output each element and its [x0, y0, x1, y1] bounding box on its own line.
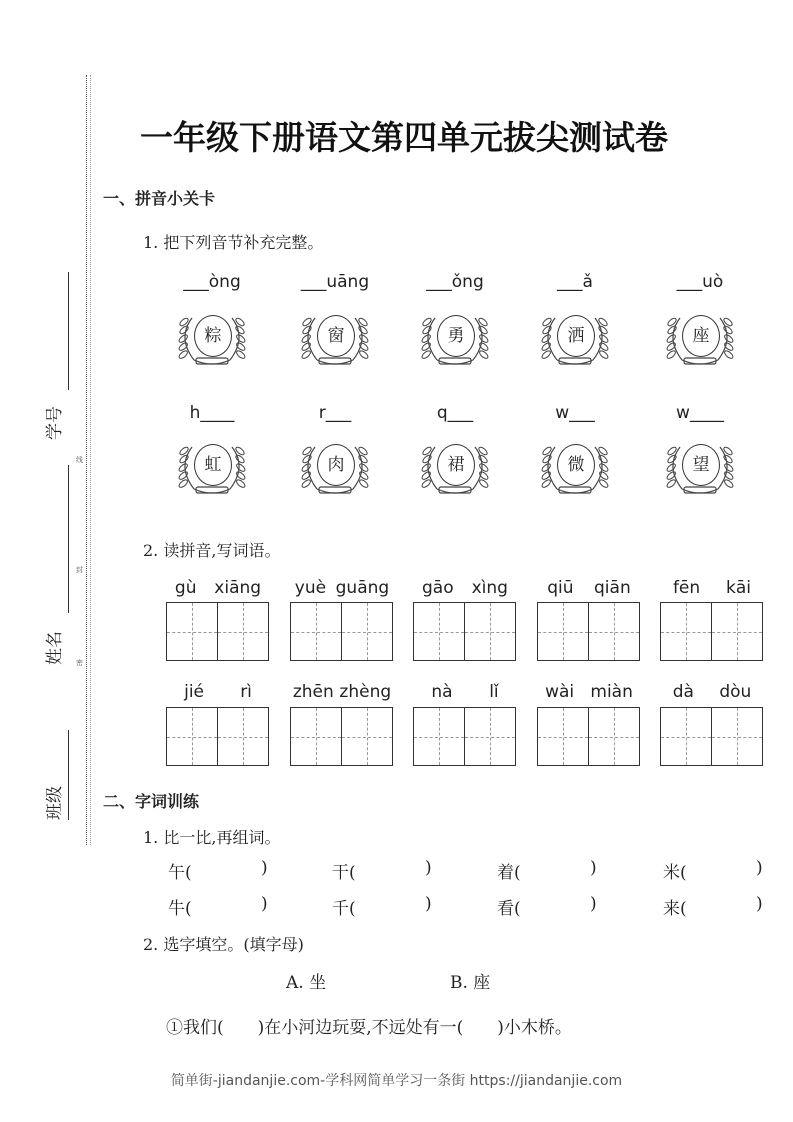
tianzige-cell[interactable]: [712, 603, 762, 660]
word-pinyin: [537, 682, 641, 702]
word-pinyin: [166, 682, 270, 702]
pinyin-blank[interactable]: ___uò: [676, 272, 724, 292]
character: 勇: [437, 315, 475, 357]
class-field[interactable]: [68, 730, 69, 820]
writing-grid[interactable]: [537, 602, 640, 661]
question-prompt: 1. 比一比,再组词。: [143, 828, 281, 847]
answer-paren-close[interactable]: ): [261, 894, 268, 914]
word-pinyin: [660, 682, 764, 702]
syllable: zhèng: [339, 682, 392, 702]
word-pinyin: [290, 578, 394, 598]
writing-grid[interactable]: [166, 707, 269, 766]
pinyin-blank[interactable]: ___òng: [183, 272, 241, 292]
writing-grid[interactable]: [413, 707, 516, 766]
tianzige-cell[interactable]: [342, 603, 392, 660]
syllable: jié: [184, 682, 204, 702]
page-title: 一年级下册语文第四单元拔尖测试卷: [140, 118, 668, 157]
footer-watermark: 简单街-jiandanjie.com-学科网简单学习一条街 https://jiandanjie.com: [170, 1073, 623, 1089]
tianzige-cell[interactable]: [342, 708, 392, 765]
tianzige-cell[interactable]: [414, 603, 465, 660]
pinyin-blank[interactable]: ___uāng: [300, 272, 370, 292]
word-pinyin: [660, 578, 764, 598]
syllable: miàn: [590, 682, 633, 702]
pinyin-blank[interactable]: ___ǒng: [426, 272, 484, 292]
fill-sentence: ①我们( )在小河边玩耍,不远处有一( )小木桥。: [166, 1018, 572, 1038]
seal-char: 线: [76, 456, 83, 464]
wreath-badge: [415, 437, 495, 497]
wreath-badge: [535, 437, 615, 497]
answer-paren-close[interactable]: ): [756, 858, 763, 878]
answer-paren-close[interactable]: ): [590, 858, 597, 878]
option-a: A. 坐: [286, 973, 327, 993]
pinyin-blank[interactable]: q___: [436, 403, 474, 423]
compare-char: 午(: [168, 863, 192, 883]
wreath-badge: [535, 308, 615, 368]
syllable: gāo: [422, 578, 454, 598]
syllable: kāi: [726, 578, 752, 598]
writing-grid[interactable]: [290, 707, 393, 766]
syllable: dà: [672, 682, 694, 702]
wreath-badge: [295, 437, 375, 497]
tianzige-cell[interactable]: [538, 708, 589, 765]
writing-grid[interactable]: [166, 602, 269, 661]
word-pinyin: [413, 682, 517, 702]
wreath-badge: [172, 437, 252, 497]
compare-char: 干(: [332, 863, 356, 883]
tianzige-cell[interactable]: [465, 708, 515, 765]
pinyin-blank[interactable]: w___: [555, 403, 595, 423]
answer-paren-close[interactable]: ): [756, 894, 763, 914]
character: 虹: [194, 444, 232, 486]
word-pinyin: [413, 578, 517, 598]
option-b: B. 座: [450, 973, 491, 993]
tianzige-cell[interactable]: [291, 603, 342, 660]
syllable: qiān: [594, 578, 631, 598]
compare-char: 千(: [332, 899, 356, 919]
answer-paren-close[interactable]: ): [261, 858, 268, 878]
wreath-badge: [172, 308, 252, 368]
answer-paren-close[interactable]: ): [425, 894, 432, 914]
tianzige-cell[interactable]: [661, 603, 712, 660]
syllable: fēn: [672, 578, 701, 598]
character: 肉: [317, 444, 355, 486]
seal-char: 封: [76, 566, 83, 574]
answer-paren-close[interactable]: ): [425, 858, 432, 878]
syllable: qiū: [547, 578, 574, 598]
writing-grid[interactable]: [660, 707, 763, 766]
name-label: 姓名: [45, 631, 65, 665]
name-field[interactable]: [68, 465, 69, 613]
id-label: 学号: [45, 406, 65, 440]
wreath-badge: [295, 308, 375, 368]
tianzige-cell[interactable]: [167, 603, 218, 660]
character: 窗: [317, 315, 355, 357]
syllable: dòu: [719, 682, 752, 702]
section-heading: 一、拼音小关卡: [103, 189, 216, 208]
writing-grid[interactable]: [290, 602, 393, 661]
question-prompt: 2. 读拼音,写词语。: [143, 541, 281, 560]
word-pinyin: [290, 682, 394, 702]
character: 洒: [557, 315, 595, 357]
tianzige-cell[interactable]: [538, 603, 589, 660]
tianzige-cell[interactable]: [589, 708, 639, 765]
syllable: zhēn: [292, 682, 334, 702]
id-field[interactable]: [68, 272, 69, 390]
wreath-badge: [660, 437, 740, 497]
tianzige-cell[interactable]: [291, 708, 342, 765]
syllable: nà: [431, 682, 453, 702]
syllable: xiāng: [214, 578, 262, 598]
writing-grid[interactable]: [413, 602, 516, 661]
seal-char: 密: [76, 659, 83, 667]
tianzige-cell[interactable]: [218, 708, 268, 765]
tianzige-cell[interactable]: [712, 708, 762, 765]
pinyin-blank[interactable]: r___: [318, 403, 352, 423]
compare-char: 看(: [497, 899, 521, 919]
wreath-badge: [415, 308, 495, 368]
tianzige-cell[interactable]: [167, 708, 218, 765]
word-pinyin: [537, 578, 641, 598]
compare-char: 牛(: [168, 899, 192, 919]
syllable: rì: [240, 682, 252, 702]
character: 粽: [194, 315, 232, 357]
writing-grid[interactable]: [537, 707, 640, 766]
tianzige-cell[interactable]: [465, 603, 515, 660]
tianzige-cell[interactable]: [218, 603, 268, 660]
seal-line: [90, 75, 91, 845]
tianzige-cell[interactable]: [661, 708, 712, 765]
section-heading: 二、字词训练: [103, 792, 200, 811]
character: 望: [682, 444, 720, 486]
pinyin-blank[interactable]: h____: [189, 403, 235, 423]
character: 微: [557, 444, 595, 486]
wreath-badge: [660, 308, 740, 368]
compare-char: 着(: [497, 863, 521, 883]
word-pinyin: [166, 578, 270, 598]
class-label: 班级: [45, 786, 65, 820]
syllable: wài: [545, 682, 575, 702]
tianzige-cell[interactable]: [414, 708, 465, 765]
syllable: gù: [174, 578, 197, 598]
question-prompt: 1. 把下列音节补充完整。: [143, 233, 324, 252]
tianzige-cell[interactable]: [589, 603, 639, 660]
compare-char: 来(: [663, 899, 687, 919]
answer-paren-close[interactable]: ): [590, 894, 597, 914]
character: 裙: [437, 444, 475, 486]
syllable: yuè: [294, 578, 327, 598]
pinyin-blank[interactable]: w____: [676, 403, 724, 423]
character: 座: [682, 315, 720, 357]
syllable: lǐ: [489, 682, 499, 702]
syllable: guāng: [335, 578, 390, 598]
question-prompt: 2. 选字填空。(填字母): [143, 935, 304, 954]
syllable: xìng: [471, 578, 508, 598]
compare-char: 米(: [663, 863, 687, 883]
pinyin-blank[interactable]: ___ǎ: [557, 272, 593, 292]
writing-grid[interactable]: [660, 602, 763, 661]
seal-line: [86, 75, 87, 845]
